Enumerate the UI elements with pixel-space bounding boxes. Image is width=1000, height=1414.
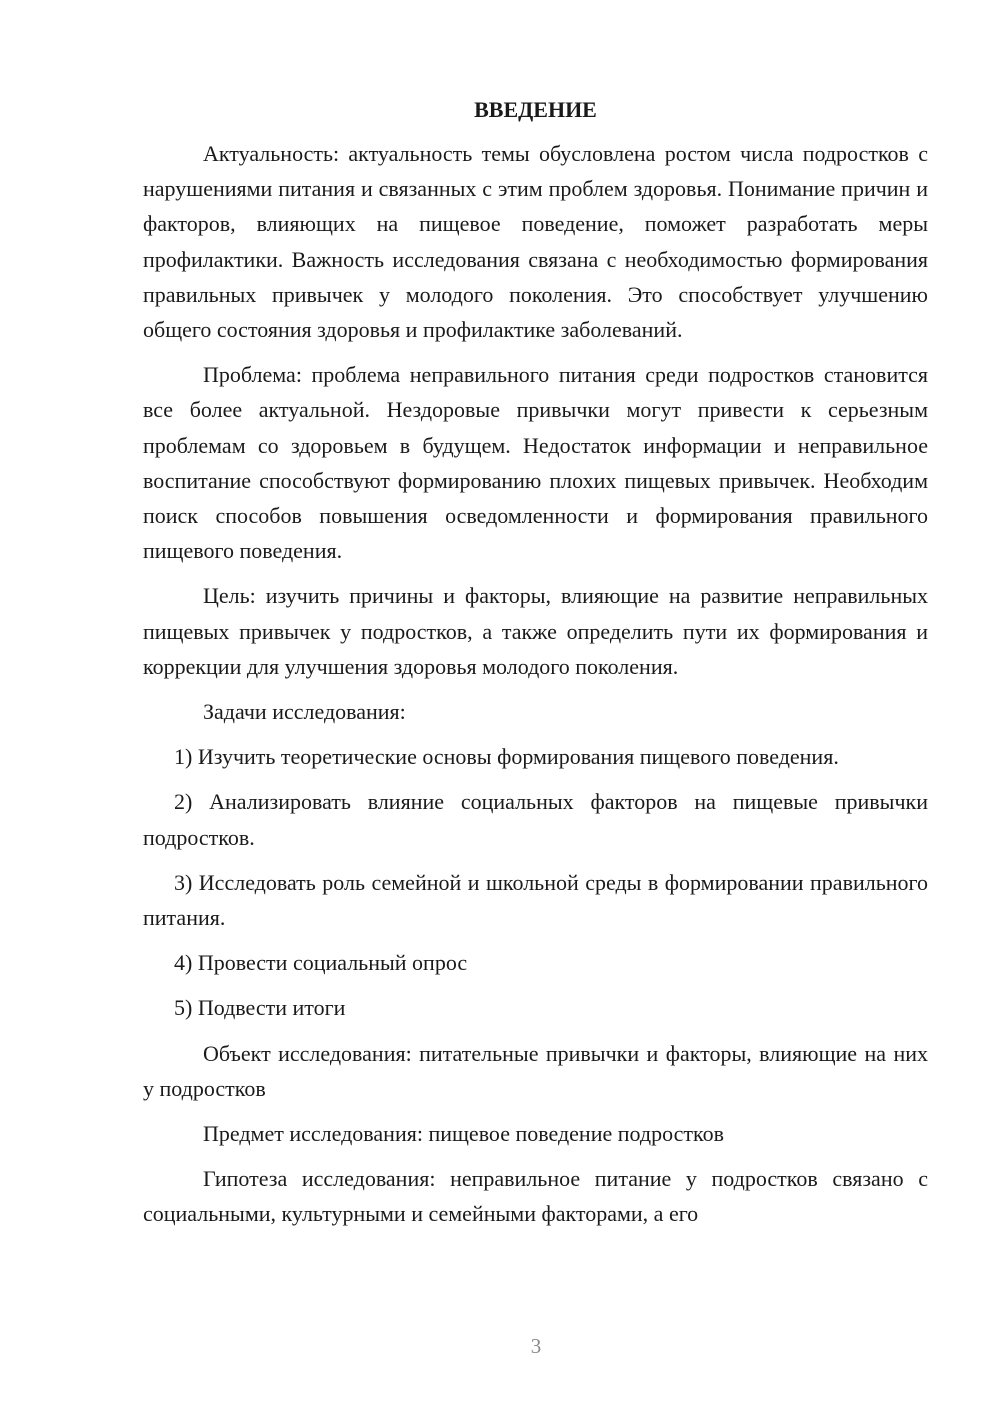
- task-item-4: 4) Провести социальный опрос: [174, 950, 468, 976]
- page-number: 3: [530, 1334, 542, 1358]
- task-item-3: 3) Исследовать роль семейной и школьной среды в формировании правильного питания.: [143, 869, 928, 931]
- tasks-heading: Задачи исследования:: [203, 699, 406, 725]
- subject-paragraph: Предмет исследования: пищевое поведение подростков: [203, 1121, 724, 1147]
- hypothesis-paragraph: Гипотеза исследования: неправильное питание у подростков связано с социальными, культурными и семейными факторами, а его: [143, 1166, 928, 1227]
- task-item-5: 5) Подвести итоги: [174, 995, 346, 1021]
- page-title: ВВЕДЕНИЕ: [474, 97, 597, 122]
- goal-paragraph: Цель: изучить причины и факторы, влияющие на развитие неправильных пищевых привычек у подростков, а также определить пути их формирования и коррекции для улучшения здоровья молодого поколения.: [143, 583, 928, 679]
- page-content: [143, 96, 928, 1242]
- task-item-2: 2) Анализировать влияние социальных факторов на пищевые привычки подростков.: [143, 789, 928, 850]
- object-paragraph: Объект исследования: питательные привычки и факторы, влияющие на них у подростков: [143, 1040, 928, 1101]
- task-item-1: 1) Изучить теоретические основы формирования пищевого поведения.: [174, 744, 839, 770]
- relevance-paragraph: Актуальность: актуальность темы обусловлена ростом числа подростков с нарушениями питания и связанных с этим проблем здоровья. Понимание причин и факторов, влияющих на пищевое поведение, поможет разработать меры профилактики. Важность исследования связана с необходимостью формирования правильных привычек у молодого поколения. Это способствует улучшению общего состояния здоровья и профилактике заболеваний.: [143, 141, 928, 343]
- problem-paragraph: Проблема: проблема неправильного питания среди подростков становится все более актуальной. Нездоровые привычки могут привести к серьезным проблемам со здоровьем в будущем. Недостаток информации и неправильное воспитание способствуют формированию плохих пищевых привычек. Необходим поиск способов повышения осведомленности и формирования правильного пищевого поведения.: [143, 362, 928, 564]
